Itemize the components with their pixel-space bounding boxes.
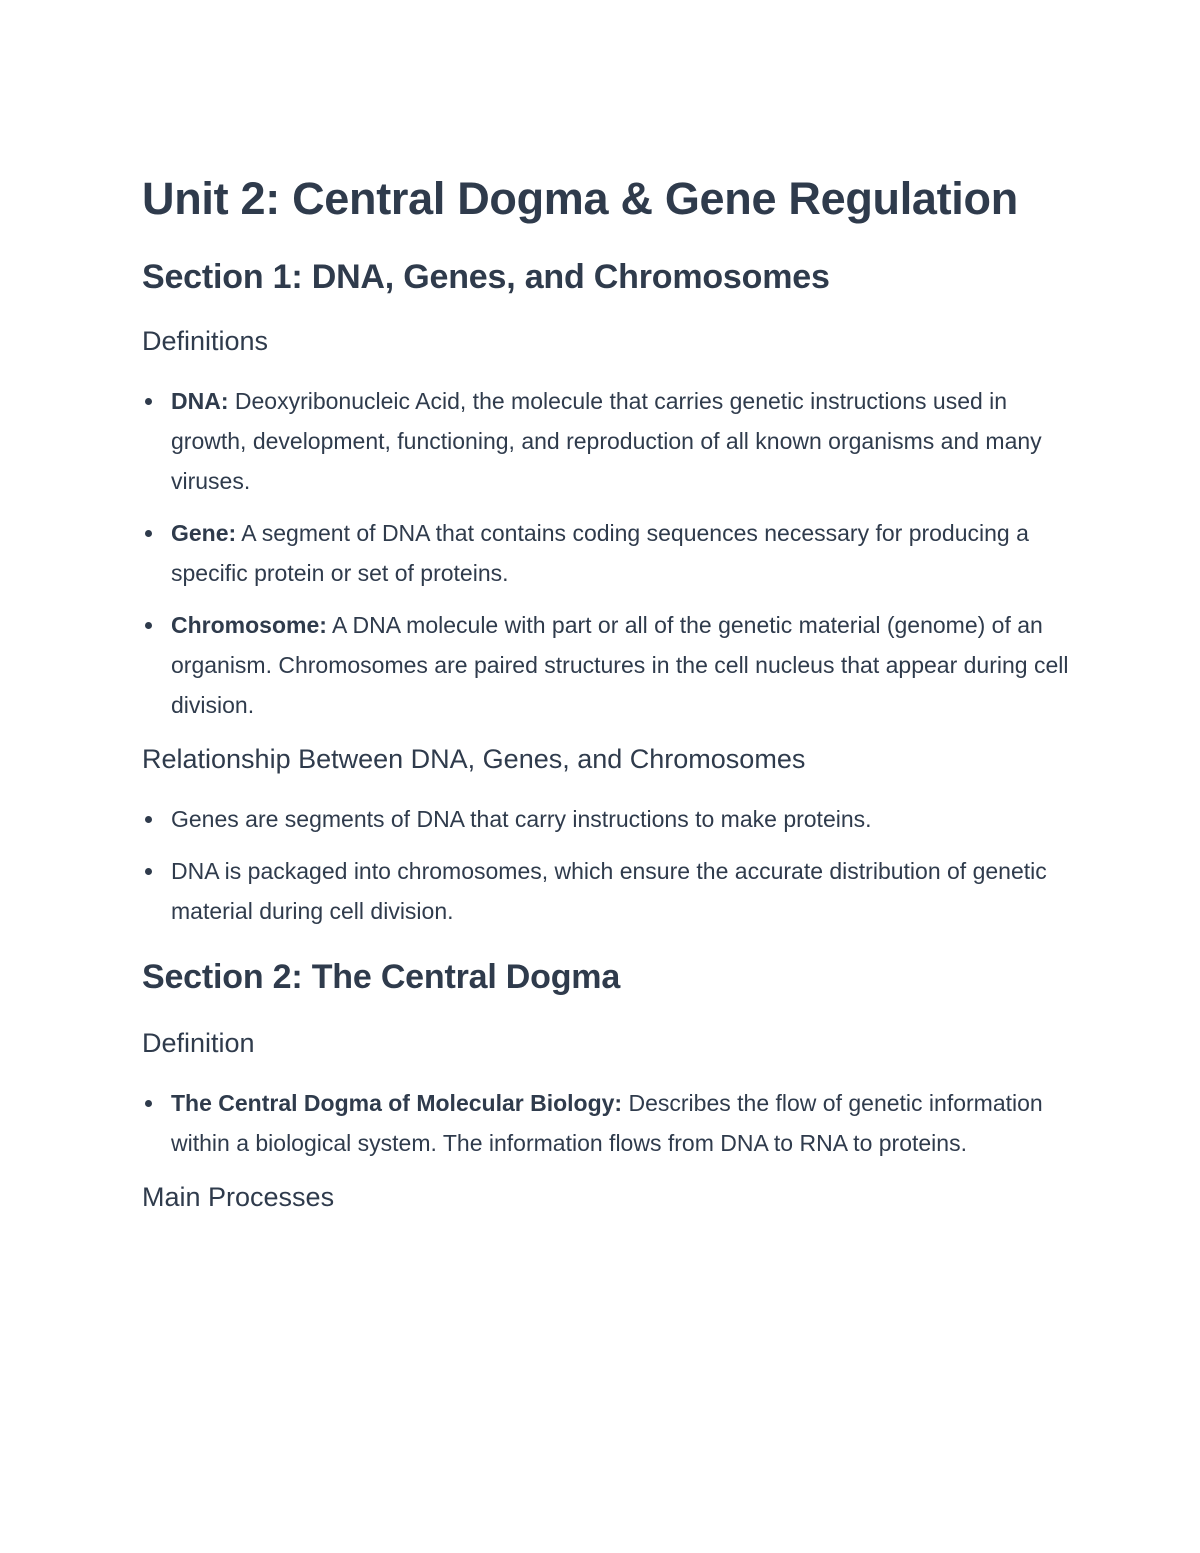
definition-item-gene [142, 513, 1072, 593]
definition-term: DNA: [171, 388, 229, 414]
definitions-heading: Definitions [142, 326, 269, 356]
relationship-heading: Relationship Between DNA, Genes, and Chromosomes [142, 744, 806, 774]
bullet-icon [145, 816, 152, 823]
definition-item-central-dogma [142, 1083, 1072, 1163]
definition-text: Deoxyribonucleic Acid, the molecule that carries genetic instructions used in growth, development, functioning, and reproduction of all known organisms and many viruses. [171, 388, 1042, 494]
section-1-title: Section 1: DNA, Genes, and Chromosomes [142, 258, 830, 296]
bullet-icon [145, 398, 152, 405]
definition-term: Chromosome: [171, 612, 327, 638]
definition-item-chromosome [142, 605, 1072, 725]
definition-text: Describes the flow of genetic information within a biological system. The information flows from DNA to RNA to proteins. [171, 1090, 1043, 1156]
definition-term: The Central Dogma of Molecular Biology: [171, 1090, 623, 1116]
bullet-icon [145, 868, 152, 875]
document-page [142, 168, 1072, 1215]
list-item-text: Genes are segments of DNA that carry instructions to make proteins. [171, 806, 872, 832]
list-item [142, 851, 1072, 931]
definition-item-dna [142, 381, 1072, 501]
section-2-title: Section 2: The Central Dogma [142, 958, 621, 996]
definition-heading: Definition [142, 1028, 255, 1058]
main-processes-heading: Main Processes [142, 1182, 335, 1212]
document-title: Unit 2: Central Dogma & Gene Regulation [142, 173, 1018, 224]
list-item-text: DNA is packaged into chromosomes, which ensure the accurate distribution of genetic material during cell division. [171, 858, 1047, 924]
bullet-icon [145, 1100, 152, 1107]
bullet-icon [145, 622, 152, 629]
definition-term: Gene: [171, 520, 237, 546]
relationship-list [142, 799, 1072, 931]
central-dogma-list [142, 1083, 1072, 1163]
definition-text: A segment of DNA that contains coding sequences necessary for producing a specific protein or set of proteins. [171, 520, 1029, 586]
list-item [142, 799, 1072, 839]
definitions-list [142, 381, 1072, 725]
definition-text: A DNA molecule with part or all of the genetic material (genome) of an organism. Chromosomes are paired structures in the cell nucleus that appear during cell division. [171, 612, 1069, 718]
bullet-icon [145, 530, 152, 537]
